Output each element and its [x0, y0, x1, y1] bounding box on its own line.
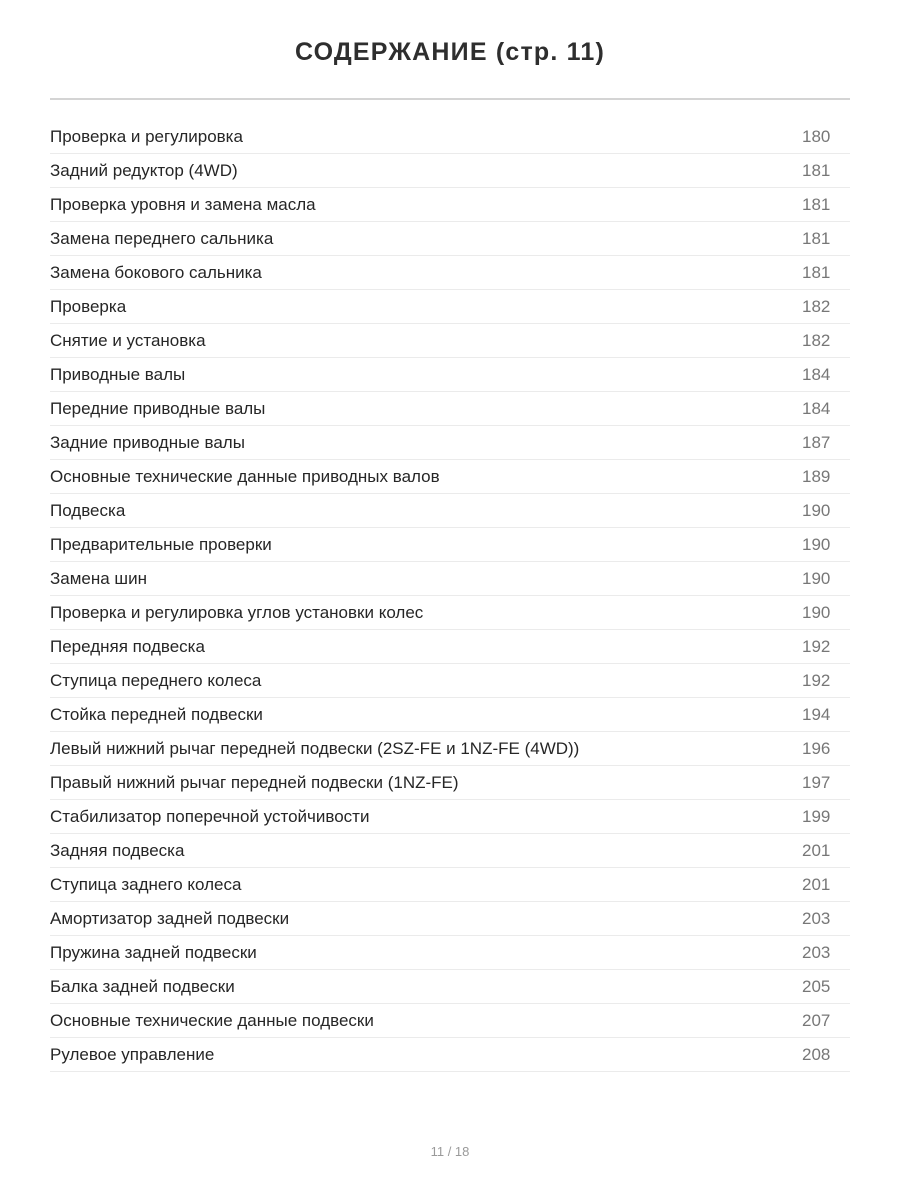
- toc-row[interactable]: [50, 358, 850, 392]
- toc-label: Замена шин: [50, 568, 147, 588]
- toc-row[interactable]: [50, 766, 850, 800]
- toc-label: Правый нижний рычаг передней подвески (1NZ-FE): [50, 772, 459, 792]
- toc-label: Амортизатор задней подвески: [50, 908, 290, 928]
- toc-label: Балка задней подвески: [50, 976, 235, 996]
- toc-row[interactable]: [50, 120, 850, 154]
- toc-row[interactable]: [50, 222, 850, 256]
- toc-page-number: 197: [802, 772, 831, 792]
- toc-label: Стабилизатор поперечной устойчивости: [50, 806, 370, 826]
- toc-page-number: 184: [802, 364, 831, 384]
- title-divider: [50, 98, 850, 100]
- toc-page-number: 203: [802, 942, 831, 962]
- toc-label: Снятие и установка: [50, 330, 206, 350]
- toc-row[interactable]: [50, 324, 850, 358]
- toc-page-number: 180: [802, 126, 831, 146]
- toc-label: Пружина задней подвески: [50, 942, 257, 962]
- toc-row[interactable]: [50, 528, 850, 562]
- toc-label: Приводные валы: [50, 364, 186, 384]
- toc-page-number: 203: [802, 908, 831, 928]
- toc-label: Левый нижний рычаг передней подвески (2SZ-FE и 1NZ-FE (4WD)): [50, 738, 580, 758]
- toc-row[interactable]: [50, 1038, 850, 1072]
- toc-label: Передняя подвеска: [50, 636, 205, 656]
- toc-row[interactable]: [50, 426, 850, 460]
- toc-row[interactable]: [50, 732, 850, 766]
- toc-label: Подвеска: [50, 500, 126, 520]
- toc-page-number: 199: [802, 806, 831, 826]
- toc-label: Ступица заднего колеса: [50, 874, 242, 894]
- toc-row[interactable]: [50, 154, 850, 188]
- toc-page-number: 189: [802, 466, 831, 486]
- toc-label: Основные технические данные подвески: [50, 1010, 374, 1030]
- toc-label: Проверка уровня и замена масла: [50, 194, 316, 214]
- toc-row[interactable]: [50, 630, 850, 664]
- toc-page-number: 181: [802, 160, 831, 180]
- toc-page-number: 192: [802, 636, 831, 656]
- toc-page-number: 190: [802, 568, 831, 588]
- toc-label: Предварительные проверки: [50, 534, 272, 554]
- toc-row[interactable]: [50, 834, 850, 868]
- toc-page-number: 181: [802, 228, 831, 248]
- toc-page-number: 201: [802, 874, 831, 894]
- page-indicator: 11 / 18: [430, 1144, 470, 1159]
- toc-page-number: 190: [802, 534, 831, 554]
- toc-row[interactable]: [50, 664, 850, 698]
- toc-row[interactable]: [50, 1004, 850, 1038]
- toc-page-number: 201: [802, 840, 831, 860]
- toc-page-number: 190: [802, 602, 831, 622]
- toc-row[interactable]: [50, 698, 850, 732]
- toc-label: Передние приводные валы: [50, 398, 266, 418]
- toc-row[interactable]: [50, 392, 850, 426]
- toc-page-number: 205: [802, 976, 831, 996]
- toc-label: Основные технические данные приводных валов: [50, 466, 440, 486]
- toc-label: Проверка и регулировка: [50, 126, 243, 146]
- toc-page-number: 207: [802, 1010, 831, 1030]
- toc-row[interactable]: [50, 562, 850, 596]
- toc-label: Рулевое управление: [50, 1044, 215, 1064]
- toc-page-number: 187: [802, 432, 831, 452]
- toc-row[interactable]: [50, 868, 850, 902]
- toc-label: Задняя подвеска: [50, 840, 185, 860]
- toc-label: Задние приводные валы: [50, 432, 245, 452]
- toc-page-number: 190: [802, 500, 831, 520]
- toc-row[interactable]: [50, 188, 850, 222]
- toc-row[interactable]: [50, 256, 850, 290]
- toc-row[interactable]: [50, 290, 850, 324]
- toc-label: Задний редуктор (4WD): [50, 160, 238, 180]
- toc-row[interactable]: [50, 970, 850, 1004]
- toc-page-number: 192: [802, 670, 831, 690]
- toc-page-number: 194: [802, 704, 831, 724]
- toc-row[interactable]: [50, 596, 850, 630]
- toc-row[interactable]: [50, 936, 850, 970]
- toc-page-number: 184: [802, 398, 831, 418]
- toc-row[interactable]: [50, 460, 850, 494]
- toc-page-number: 182: [802, 296, 831, 316]
- toc-page-number: 208: [802, 1044, 831, 1064]
- toc-page-number: 181: [802, 262, 831, 282]
- toc-label: Проверка: [50, 296, 127, 316]
- toc-row[interactable]: [50, 494, 850, 528]
- toc-label: Замена бокового сальника: [50, 262, 262, 282]
- toc-row[interactable]: [50, 800, 850, 834]
- toc-label: Ступица переднего колеса: [50, 670, 262, 690]
- page-title: СОДЕРЖАНИЕ (стр. 11): [294, 38, 606, 66]
- toc-page-number: 196: [802, 738, 831, 758]
- toc-page-number: 181: [802, 194, 831, 214]
- toc-label: Проверка и регулировка углов установки колес: [50, 602, 424, 622]
- toc-label: Замена переднего сальника: [50, 228, 274, 248]
- toc-page-number: 182: [802, 330, 831, 350]
- toc-row[interactable]: [50, 902, 850, 936]
- toc-list: [50, 120, 850, 1072]
- toc-label: Стойка передней подвески: [50, 704, 263, 724]
